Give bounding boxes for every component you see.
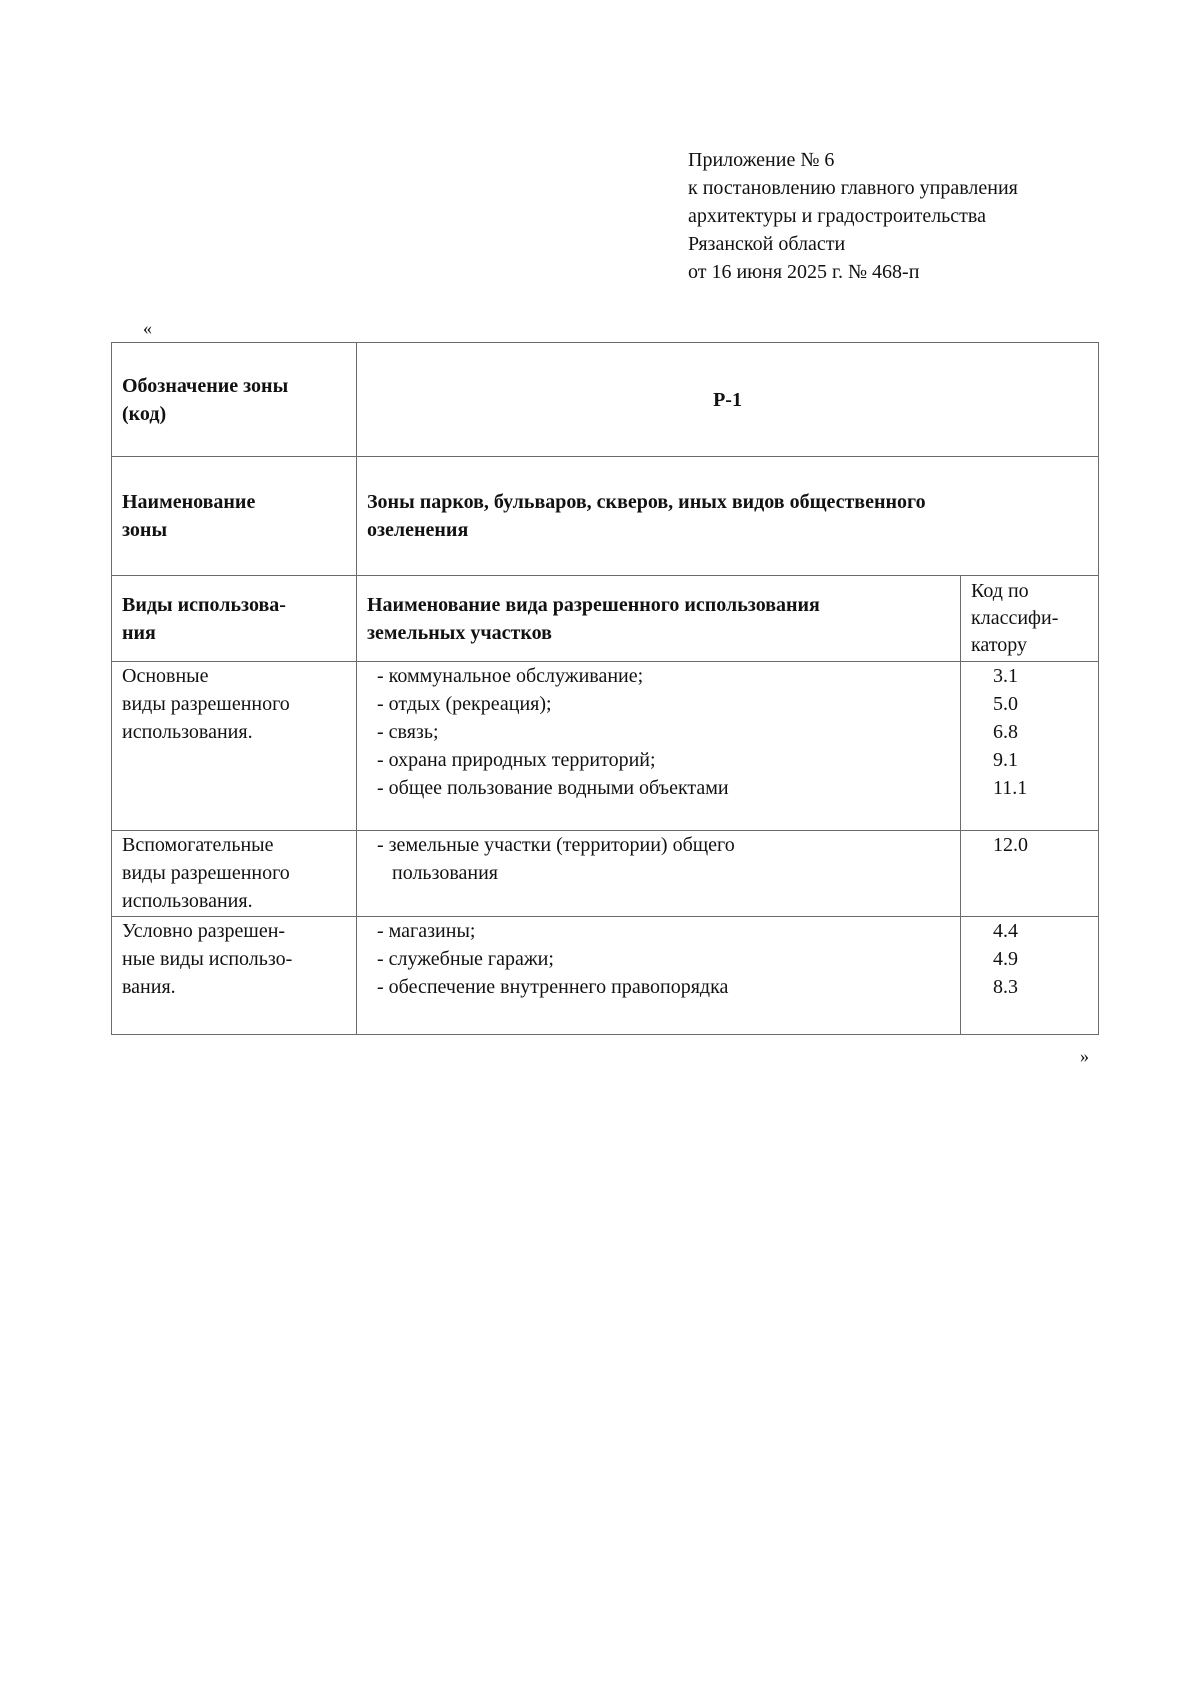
zone-name-value-line-1: Зоны парков, бульваров, скверов, иных видов общественного [367,491,926,513]
uses-label-line: Вспомогательные [122,834,274,856]
list-item: - охрана природных территорий; [377,749,656,771]
uses-label-line: использования. [122,890,253,912]
appendix-title: Приложение № 6 [688,149,835,171]
column-header-uses-line-1: Виды использова- [122,593,286,616]
column-header-name [357,576,961,662]
zone-name-value-line-2: озеленения [367,519,469,541]
zone-code-row [112,343,1099,457]
uses-label-line: Основные [122,665,209,687]
zone-name-value-cell [357,457,1099,576]
codes-cell [961,917,1099,1035]
classifier-code: 12.0 [993,834,1028,856]
uses-label-line: Условно разрешен- [122,920,286,942]
uses-label-cell [112,917,357,1035]
list-item: - коммунальное обслуживание; [377,665,644,687]
uses-items-cell [357,917,961,1035]
codes-cell [961,662,1099,831]
zone-name-label-line-1: Наименование [122,491,256,513]
appendix-line-2: к постановлению главного управления [688,177,1018,199]
zone-code-label-cell [112,343,357,457]
uses-label-line: ные виды использо- [122,948,293,970]
list-item: - общее пользование водными объектами [377,777,729,799]
appendix-header [688,146,1018,286]
classifier-code: 11.1 [993,777,1028,799]
zone-code-label-line-1: Обозначение зоны [122,374,289,397]
uses-label-line: виды разрешенного [122,693,290,715]
table-row-main-uses [112,662,1099,831]
table-row-conditional-uses [112,917,1099,1035]
column-header-name-line-2: земельных участков [367,621,552,644]
opening-quote: « [143,318,152,338]
list-item: - земельные участки (территории) общего [377,834,735,856]
column-header-uses [112,576,357,662]
table-row-auxiliary-uses [112,831,1099,917]
list-item: - связь; [377,721,439,743]
closing-quote: » [1080,1046,1089,1066]
list-item: - магазины; [377,920,476,942]
column-header-row [112,576,1099,662]
column-header-code-line-1: Код по [971,580,1029,602]
column-header-code-line-2: классифи- [971,607,1059,629]
column-header-name-line-1: Наименование вида разрешенного использования [367,593,820,616]
appendix-line-3: архитектуры и градостроительства [688,205,986,227]
classifier-code: 5.0 [993,693,1018,715]
uses-label-line: виды разрешенного [122,862,290,884]
column-header-uses-line-2: ния [122,621,156,644]
uses-items-cell [357,831,961,917]
classifier-code: 3.1 [993,665,1018,687]
zone-name-label-line-2: зоны [122,519,168,541]
uses-label-cell [112,831,357,917]
zone-code-value-cell [357,343,1099,457]
classifier-code: 6.8 [993,721,1018,743]
column-header-code-line-3: катору [971,634,1027,656]
classifier-code: 9.1 [993,749,1018,771]
zone-code-label-line-2: (код) [122,402,167,425]
uses-label-line: вания. [122,976,176,998]
uses-items-cell [357,662,961,831]
uses-label-cell [112,662,357,831]
zone-name-row [112,457,1099,576]
zone-table [111,342,1099,1035]
classifier-code: 4.4 [993,920,1018,942]
appendix-line-4: Рязанской области [688,233,846,255]
list-item: - обеспечение внутреннего правопорядка [377,976,729,998]
classifier-code: 4.9 [993,948,1018,970]
column-header-code [961,576,1099,662]
list-item-continuation: пользования [392,862,498,884]
list-item: - служебные гаражи; [377,948,554,970]
zone-code-value: Р-1 [713,388,742,411]
zone-name-label-cell [112,457,357,576]
list-item: - отдых (рекреация); [377,693,552,715]
classifier-code: 8.3 [993,976,1018,998]
uses-label-line: использования. [122,721,253,743]
appendix-date: от 16 июня 2025 г. № 468-п [688,261,920,283]
codes-cell [961,831,1099,917]
